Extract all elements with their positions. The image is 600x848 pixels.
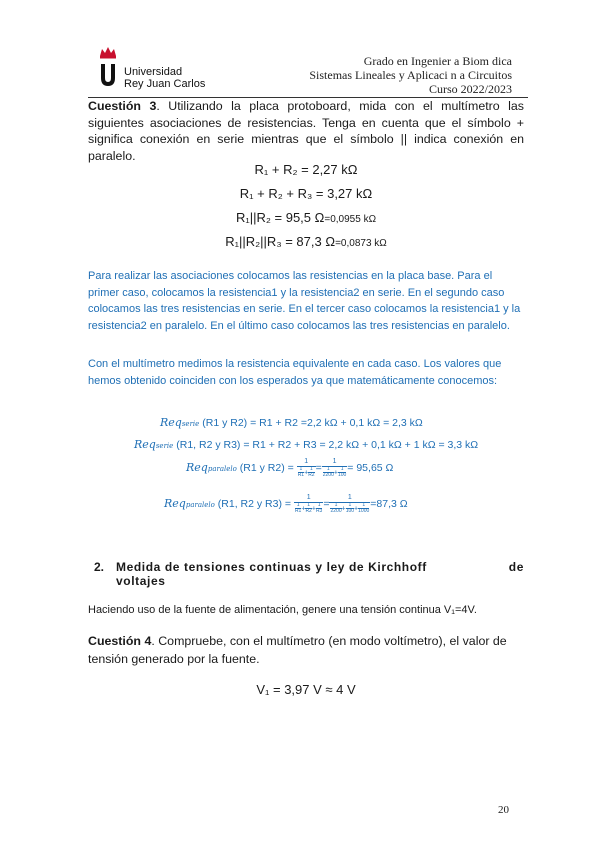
university-logo [96, 46, 226, 96]
question-4 [88, 632, 524, 668]
req-serie-r1-r2-r3-text: (R1, R2 y R3) = R1 + R2 + R3 = 2,2 kΩ + 0,1 kΩ + 1 kΩ = 3,3 kΩ [176, 439, 479, 451]
sub-fraction-num: 1 [310, 466, 313, 472]
sub-fraction-den: 2200 [322, 472, 334, 478]
req-subscript: serie [181, 420, 200, 428]
sub-fraction-num: 1 [307, 502, 311, 508]
equation-parallel-2 [88, 210, 524, 225]
equation-series-3 [88, 186, 524, 201]
page-header [88, 46, 528, 100]
sub-fraction-num: 1 [358, 503, 369, 509]
section-2-title-line1: Medida de tensiones continuas y ley de Kirchhoff [116, 560, 427, 574]
req-serie-r1-r2-r3 [134, 438, 478, 451]
req-serie-r1-r2-text: (R1 y R2) = R1 + R2 =2,2 kΩ + 0,1 kΩ = 2,3 kΩ [202, 417, 423, 429]
sub-fraction-den: 2200 [330, 508, 342, 514]
sub-fraction-den: R1 [297, 472, 305, 478]
question-4-text: . Compruebe, con el multímetro (en modo voltímetro), el valor de tensión generado por la fuente. [88, 634, 507, 666]
req-subscript: paralelo [185, 500, 215, 509]
sub-fraction [316, 503, 322, 514]
fraction-symbolic [294, 494, 323, 514]
fraction-denominator: $\frac{1}{2200}$ + $\frac{1}{100}$ + $\frac{1}{1000}$ [330, 502, 370, 514]
req-subscript: paralelo [207, 464, 237, 473]
req-paralelo-r1-r2-args: (R1 y R2) = [239, 461, 294, 474]
equation-series-3-text: R₁ + R₂ + R₃ = 3,27 kΩ [239, 186, 373, 201]
req-symbol: Req [160, 416, 182, 429]
sub-fraction [330, 503, 341, 514]
header-course-info [309, 54, 512, 96]
sub-fraction [346, 503, 354, 514]
sub-fraction [295, 503, 301, 514]
section-2-number: 2. [94, 560, 105, 574]
course-year: Curso 2022/2023 [428, 82, 512, 96]
fraction-numerator: 1 [322, 458, 348, 467]
measured-voltage-equation [88, 682, 524, 697]
sub-fraction [323, 467, 334, 478]
equation-series-2 [88, 162, 524, 177]
req-paralelo-r1-r2-r3-args: (R1, R2 y R3) = [217, 497, 292, 510]
question-4-label: Cuestión 4 [88, 634, 152, 648]
sub-fraction-num: 1 [338, 467, 346, 473]
fraction-denominator: $\frac{1}{2200}$ + $\frac{1}{100}$ [322, 466, 347, 478]
sub-fraction-den: 100 [337, 472, 347, 478]
section-2-title-de: de [508, 560, 524, 574]
sub-fraction [308, 467, 314, 478]
sub-fraction-den: R1 [294, 508, 302, 514]
degree-title: Grado en Ingenier a Biom dica [363, 54, 512, 68]
section-2-title-line2: voltajes [116, 574, 166, 588]
req-symbol: Req [164, 496, 186, 510]
sub-fraction-num: 1 [330, 503, 341, 509]
university-name [124, 66, 205, 90]
page-number: 20 [498, 804, 509, 816]
fraction-numeric [322, 458, 348, 478]
answer-paragraph-1: Para realizar las asociaciones colocamos las resistencias en la placa base. Para el primer caso, colocamos la resistencia1 y la resistencia2 en serie. En el segundo caso colocamos las tres resistencias en serie. En el tercer caso colocamos la resistencia1 y la resistencia2 en paralelo. En el último caso colocamos las tres resistencias en paralelo. [88, 270, 521, 332]
question-3 [88, 98, 524, 164]
supply-instruction: Haciendo uso de la fuente de alimentación, genere una tensión continua V₁=4V. [88, 604, 477, 616]
req-paralelo-r1-r2-r3: Reqparalelo (R1, R2 y R3) = 1 $\frac{1}{R1}$ + $\frac{1}{R2}$ + $\frac{1}{R3}$ = 1 $\frac{1}{2200}$ + $\frac{1}{100}$ + $\frac{1}{1000}$ =87,3 Ω [164, 494, 408, 514]
equation-parallel-3-kohm: =0,0873 kΩ [335, 238, 387, 249]
req-paralelo-r1-r2: Reqparalelo (R1 y R2) = 1 $\frac{1}{R1}$ + $\frac{1}{R2}$ = 1 $\frac{1}{2200}$ + $\frac{1}{100}$ = 95,65 Ω [186, 458, 394, 478]
sub-fraction-num: 1 [317, 502, 321, 508]
sub-fraction-den: R3 [315, 508, 323, 514]
req-subscript: serie [155, 442, 174, 450]
req-paralelo-r1-r2-r3-result: =87,3 Ω [370, 497, 408, 510]
req-serie-r1-r2 [160, 416, 423, 429]
sub-fraction-den: R2 [308, 472, 315, 478]
urjc-crown-icon [96, 46, 120, 90]
equation-parallel-2-kohm: =0,0955 kΩ [324, 214, 377, 225]
req-symbol: Req [186, 460, 208, 474]
university-name-line1: Universidad [124, 66, 183, 78]
sub-fraction-num: 1 [296, 502, 300, 508]
sub-fraction-num: 1 [323, 467, 334, 473]
equation-parallel-3 [88, 234, 524, 249]
sub-fraction-num: 1 [346, 503, 354, 509]
fraction-numerator: 1 [294, 494, 323, 503]
equation-parallel-2-text: R₁||R₂ = 95,5 Ω [235, 210, 325, 225]
sub-fraction [298, 467, 304, 478]
equation-parallel-3-text: R₁||R₂||R₃ = 87,3 Ω [225, 234, 336, 249]
sub-fraction [358, 503, 369, 514]
fraction-numeric [329, 494, 370, 514]
question-3-text: . Utilizando la placa protoboard, mida con el multímetro las siguientes asociaciones de resistencias. Tenga en cuenta que el símbolo + significa conexión en serie mientras que el símbolo || indica conexión en paralelo. [88, 99, 524, 163]
sub-fraction-den: R2 [305, 508, 312, 514]
fraction-numerator: 1 [329, 494, 370, 503]
equation-series-2-text: R₁ + R₂ = 2,27 kΩ [254, 162, 358, 177]
question-3-label: Cuestión 3 [88, 99, 157, 113]
section-2-title [116, 560, 524, 588]
sub-fraction-den: 1000 [358, 508, 370, 514]
sub-fraction-num: 1 [299, 466, 303, 472]
fraction-denominator: $\frac{1}{R1}$ + $\frac{1}{R2}$ [297, 466, 315, 478]
fraction-symbolic [297, 458, 316, 478]
university-name-line2: Rey Juan Carlos [124, 78, 206, 90]
fraction-numerator: 1 [297, 458, 316, 467]
measured-voltage-text: V₁ = 3,97 V ≈ 4 V [256, 682, 356, 697]
subject-title: Sistemas Lineales y Aplicaci n a Circuitos [309, 68, 512, 82]
sub-fraction-den: 100 [345, 508, 355, 514]
req-symbol: Req [134, 438, 156, 451]
sub-fraction [338, 467, 346, 478]
req-paralelo-r1-r2-result: = 95,65 Ω [347, 461, 394, 474]
fraction-denominator: $\frac{1}{R1}$ + $\frac{1}{R2}$ + $\frac{1}{R3}$ [294, 502, 323, 514]
sub-fraction [305, 503, 311, 514]
answer-paragraph-2: Con el multímetro medimos la resistencia equivalente en cada caso. Los valores que hemos obtenido coinciden con los esperados ya que matemáticamente conocemos: [88, 358, 502, 387]
